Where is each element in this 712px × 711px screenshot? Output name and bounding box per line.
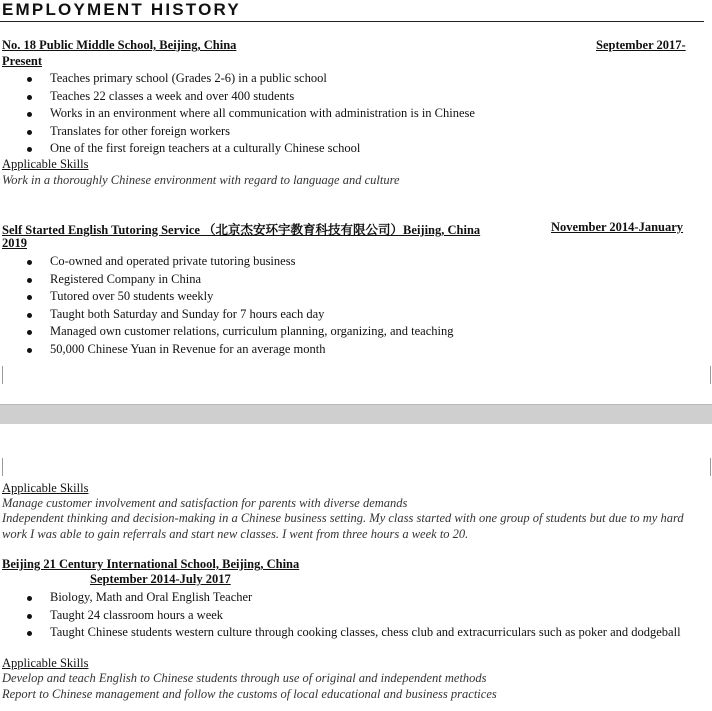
job-2-heading: Self Started English Tutoring Service （北京杰安环宇教育科技有限公司）Beijing, China [2,223,481,237]
bullet-icon [27,313,32,318]
bullet-text: Teaches primary school (Grades 2-6) in a public school [50,71,327,85]
job-2-skill-line: Manage customer involvement and satisfaction for parents with diverse demands [2,496,408,510]
list-item [0,253,690,271]
bullet-text: Taught both Saturday and Sunday for 7 hours each day [50,306,325,321]
bullet-text: Translates for other foreign workers [50,123,231,138]
page-corner-mark [2,366,9,384]
list-item [0,70,690,88]
bullet-icon [27,147,32,152]
list-item [0,323,690,341]
bullet-icon [27,614,32,619]
bullet-icon [27,596,32,601]
bullet-text: Registered Company in China [50,271,202,286]
list-item [0,607,690,625]
list-item [0,306,690,324]
bullet-icon [27,260,32,265]
job-3-dates: September 2014-July 2017 [90,572,231,586]
page-corner-mark [2,458,9,476]
bullet-text: Taught Chinese students western culture through cooking classes, chess club and extracurriculars such as poker and dodgeball [50,625,681,640]
list-item [0,271,690,289]
job-1-date-start: September 2017- [596,38,686,52]
bullet-text: Taught 24 classroom hours a week [50,607,224,622]
bullet-text: 50,000 Chinese Yuan in Revenue for an average month [50,341,326,356]
job-3-skills-label: Applicable Skills [2,656,89,670]
job-1-bullet-list [0,70,690,158]
bullet-text: Works in an environment where all communication with administration is in Chinese [50,106,475,121]
list-item [0,88,690,106]
section-title: EMPLOYMENT HISTORY [2,0,241,19]
bullet-icon [27,631,32,636]
bullet-icon [27,330,32,335]
job-3-heading: Beijing 21 Century International School, Beijing, China [2,557,300,571]
bullet-icon [27,95,32,100]
bullet-text: Teaches 22 classes a week and over 400 students [50,88,295,103]
job-3-skill-line: Report to Chinese management and follow the customs of local educational and business practices [2,687,497,701]
job-3-bullet-list [0,589,690,641]
job-2-skill-line: Independent thinking and decision-making in a Chinese business setting. My class started with one group of students but due to my hard work I was able to gain referrals and start new classes. I went from three hours a week to 20. [2,511,684,541]
bullet-icon [27,348,32,353]
page-2 [0,424,712,711]
job-1-date-end: Present [2,54,43,68]
section-divider [0,21,704,22]
page-corner-mark [704,366,711,384]
page-corner-mark [704,458,711,476]
list-item [0,140,690,158]
bullet-icon [27,130,32,135]
bullet-text: Tutored over 50 students weekly [50,289,214,304]
bullet-icon [27,77,32,82]
list-item [0,288,690,306]
bullet-text: Co-owned and operated private tutoring business [50,254,296,268]
bullet-icon [27,278,32,283]
job-1-skill-line: Work in a thoroughly Chinese environment with regard to language and culture [2,173,400,187]
job-2-date-end: 2019 [2,236,27,250]
list-item [0,341,690,359]
bullet-icon [27,295,32,300]
list-item [0,589,690,607]
bullet-text: Biology, Math and Oral English Teacher [50,590,253,604]
list-item [0,123,690,141]
page-break [0,404,712,425]
job-3-skill-line: Develop and teach English to Chinese students through use of original and independent methods [2,671,487,685]
job-1-skills-label: Applicable Skills [2,157,89,171]
job-2-date-start: November 2014-January [551,220,684,234]
list-item [0,105,690,123]
bullet-text: One of the first foreign teachers at a culturally Chinese school [50,141,361,156]
job-2-bullet-list [0,253,690,359]
bullet-icon [27,112,32,117]
job-2-skills-label: Applicable Skills [2,481,89,495]
bullet-text: Managed own customer relations, curriculum planning, organizing, and teaching [50,324,454,339]
job-1-heading: No. 18 Public Middle School, Beijing, China [2,38,237,52]
list-item [0,624,690,641]
